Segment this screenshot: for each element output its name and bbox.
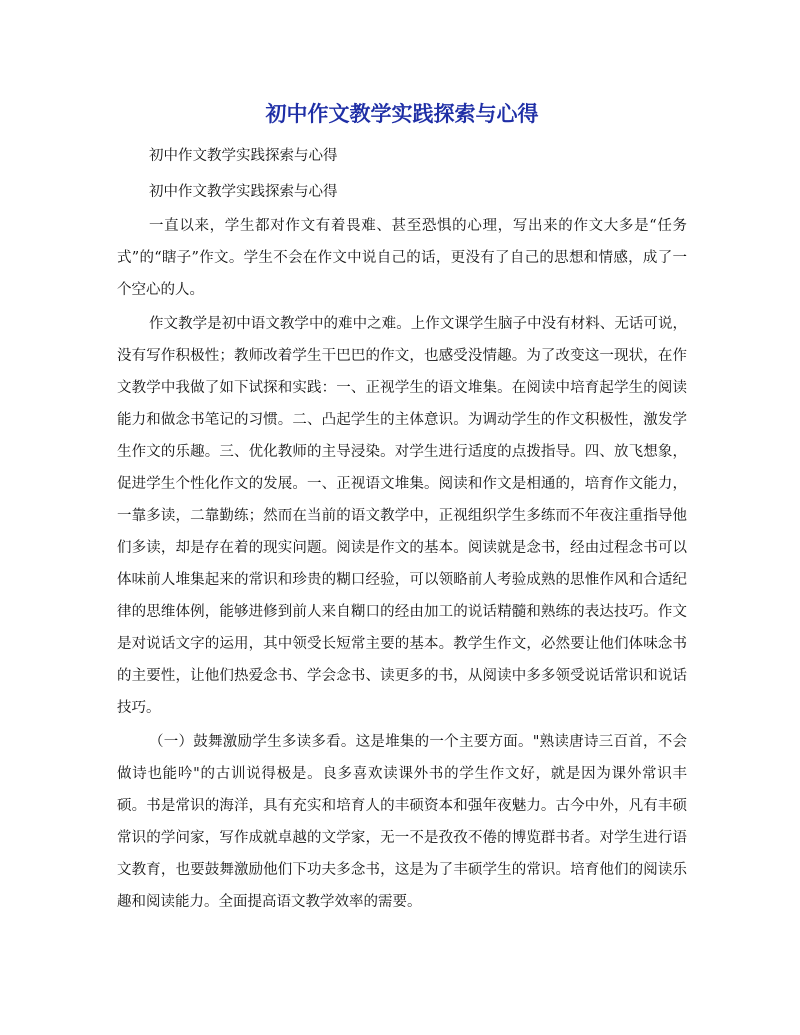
document-subtitle: 初中作文教学实践探索与心得 bbox=[149, 148, 338, 164]
body-paragraph: 作文教学是初中语文教学中的难中之难。上作文课学生脑子中没有材料、无话可说，没有写作积极性；教师改着学生干巴巴的作文，也感受没情趣。为了改变这一现状，在作文教学中我做了如下试探和实践：一、正视学生的语文堆集。在阅读中培育起学生的阅读能力和做念书笔记的习惯。二、凸起学生的主体意识。为调动学生的作文积极性，激发学生作文的乐趣。三、优化教师的主导浸染。对学生进行适度的点拨指导。四、放飞想象，促进学生个性化作文的发展。一、正视语文堆集。阅读和作文是相通的，培育作文能力，一靠多读，二靠勤练；然而在当前的语文教学中，正视组织学生多练而不年夜注重指导他们多读，却是存在着的现实问题。阅读是作文的基本。阅读就是念书，经由过程念书可以体味前人堆集起来的常识和珍贵的糊口经验，可以领略前人考验成熟的思惟作风和合适纪律的思维体例，能够进修到前人来自糊口的经由加工的说话精髓和熟练的表达技巧。作文是对说话文字的运用，其中领受长短常主要的基本。教学生作文，必然要让他们体味念书的主要性，让他们热爱念书、学会念书、读更多的书，从阅读中多多领受说话常识和说话技巧。 bbox=[117, 316, 687, 716]
document-title: 初中作文教学实践探索与心得 bbox=[265, 102, 539, 126]
body-paragraph: 一直以来，学生都对作文有着畏难、甚至恐惧的心理，写出来的作文大多是“任务式”的“瞎子”作文。学生不会在作文中说自己的话，更没有了自己的思想和情感，成了一个空心的人。 bbox=[117, 218, 687, 298]
document-subtitle: 初中作文教学实践探索与心得 bbox=[149, 184, 338, 200]
body-paragraph: （一）鼓舞激励学生多读多看。这是堆集的一个主要方面。"熟读唐诗三百首，不会做诗也能吟"的古训说得极是。良多喜欢读课外书的学生作文好，就是因为课外常识丰硕。书是常识的海洋，具有充实和培育人的丰硕资本和强年夜魅力。古今中外，凡有丰硕常识的学问家，写作成就卓越的文学家，无一不是孜孜不倦的博览群书者。对学生进行语文教育，也要鼓舞激励他们下功夫多念书，这是为了丰硕学生的常识。培育他们的阅读乐趣和阅读能力。全面提高语文教学效率的需要。 bbox=[117, 734, 687, 910]
